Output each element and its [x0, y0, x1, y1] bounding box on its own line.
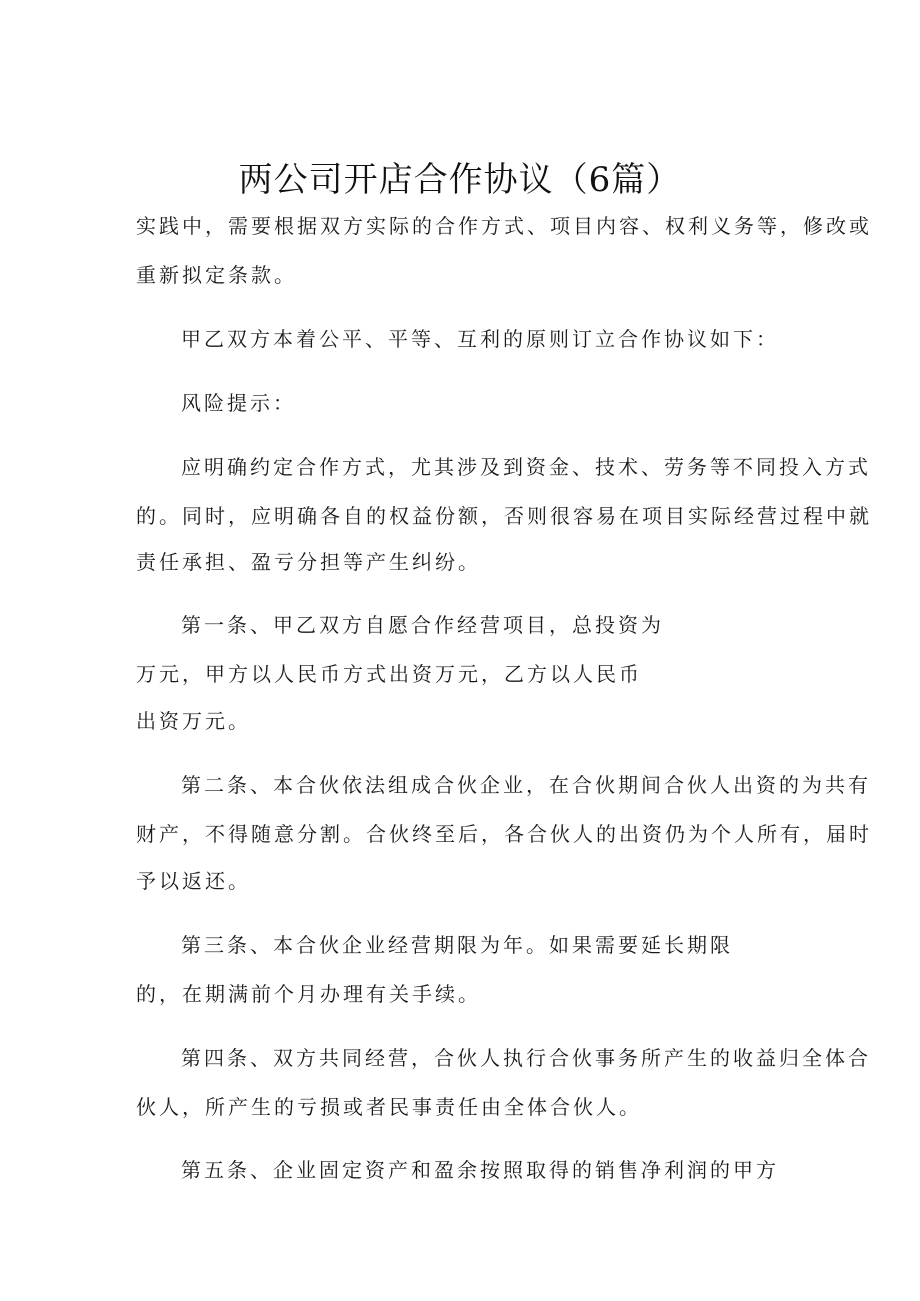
text-line: 甲乙双方本着公平、平等、互利的原则订立合作协议如下： [181, 327, 779, 351]
text-line: 应明确约定合作方式，尤其涉及到资金、技术、劳务等不同投入方式 [181, 455, 871, 479]
text-line: 第五条、企业固定资产和盈余按照取得的销售净利润的甲方 [181, 1158, 779, 1182]
text-line: 第三条、本合伙企业经营期限为年。如果需要延长期限 [181, 933, 733, 957]
text-line: 第一条、甲乙双方自愿合作经营项目，总投资为 [181, 613, 664, 637]
text-line: 风险提示： [181, 391, 296, 415]
text-line: 万元，甲方以人民币方式出资万元，乙方以人民币 [136, 662, 642, 686]
text-line: 予以返还。 [136, 869, 251, 893]
text-line: 实践中，需要根据双方实际的合作方式、项目内容、权利义务等，修改或 [136, 214, 872, 238]
text-line: 出资万元。 [136, 709, 251, 733]
text-line: 第四条、双方共同经营，合伙人执行合伙事务所产生的收益归全体合 [181, 1046, 871, 1070]
text-line: 的，在期满前个月办理有关手续。 [136, 982, 481, 1006]
text-line: 的。同时，应明确各自的权益份额，否则很容易在项目实际经营过程中就 [136, 504, 872, 528]
text-line: 财产，不得随意分割。合伙终至后，各合伙人的出资仍为个人所有，届时 [136, 822, 872, 846]
text-line: 重新拟定条款。 [136, 263, 297, 287]
text-line: 第二条、本合伙依法组成合伙企业，在合伙期间合伙人出资的为共有 [181, 773, 871, 797]
text-line: 责任承担、盈亏分担等产生纠纷。 [136, 550, 481, 574]
page-title: 两公司开店合作协议（6篇） [238, 160, 682, 200]
text-line: 伙人，所产生的亏损或者民事责任由全体合伙人。 [136, 1095, 642, 1119]
